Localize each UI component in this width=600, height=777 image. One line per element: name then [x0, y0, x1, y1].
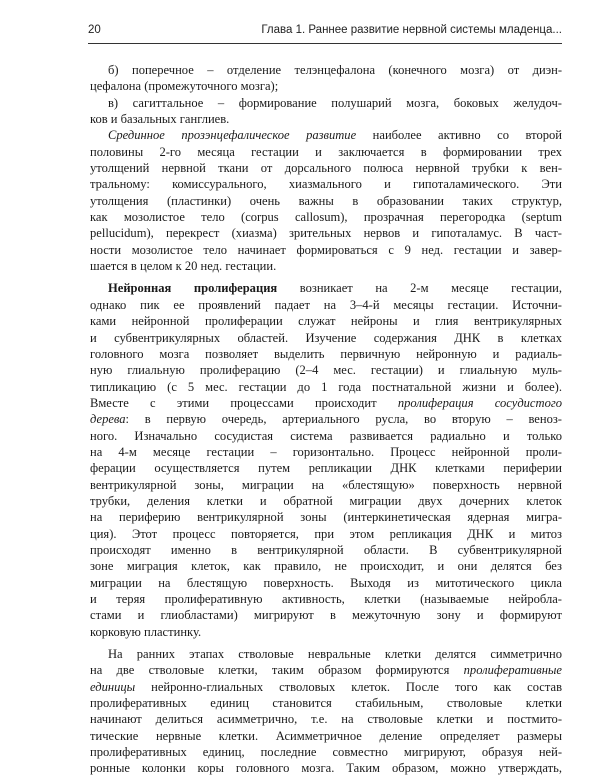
line-text: зоне миграция клеток, как правило, не происходит, и они делятся без	[90, 559, 562, 574]
text-line	[90, 607, 562, 623]
text-line	[90, 460, 562, 476]
italic-term: единицы	[90, 679, 136, 694]
line-text: головного мозга позволяет выделить первичную нейронную и радиаль-	[90, 346, 562, 361]
text-line	[90, 526, 562, 542]
line-text: в) сагиттальное – формирование полушарий мозга, боковых желудоч-	[108, 95, 562, 110]
line-text: происходят именно в вентрикулярной области. В субвентрикулярной	[90, 542, 562, 557]
bold-term: Нейронная пролиферация	[108, 281, 278, 296]
line-text: трубки, деления клетки и обратной миграции двух дочерних клеток	[90, 493, 562, 508]
header-rule	[88, 43, 562, 44]
text-line	[90, 493, 562, 509]
page-number: 20	[88, 24, 101, 36]
line-text: Вместе с этими процессами происходит	[90, 395, 398, 410]
text-line	[90, 395, 562, 411]
text-line	[90, 78, 562, 94]
text-line	[90, 662, 562, 678]
line-text: ферации осуществляется путем репликации ДНК клетками периферии	[90, 461, 562, 476]
italic-term: Срединное прозэнцефалическое развитие	[108, 128, 357, 143]
line-text: на периферию вентрикулярной зоны (интеркинетическая ядерная мигра-	[90, 510, 562, 525]
line-text: как мозолистое тело (corpus callosum), прозрачная перегородка (septum	[90, 210, 562, 225]
line-text: на 4-м месяце гестации – горизонтально. Процесс нейронной проли-	[90, 444, 562, 459]
text-line	[90, 111, 562, 127]
text-line	[90, 695, 562, 711]
text-line	[90, 711, 562, 727]
line-text: половины 2-го месяца гестации и заключается в формировании трех	[90, 144, 562, 159]
text-line	[90, 760, 562, 776]
text-line	[90, 346, 562, 362]
line-text: пролиферативных единиц, последние совместно мигрируют, образуя ней-	[90, 745, 562, 760]
text-line	[90, 297, 562, 313]
text-line	[90, 728, 562, 744]
line-text: однако пик ее проявлений падает на 3–4-й месяцы гестации. Источни-	[90, 297, 562, 312]
text-line	[90, 744, 562, 760]
text-line	[90, 624, 562, 640]
text-line	[90, 591, 562, 607]
text-line	[90, 313, 562, 329]
line-text: и субвентрикулярных областей. Изучение содержания ДНК в клетках	[90, 330, 562, 345]
line-text: начинают делиться асимметрично, т.е. на стволовые клетки и постмито-	[90, 712, 562, 727]
line-text: на две стволовые клетки, таким образом формируются	[90, 663, 464, 678]
text-line	[90, 477, 562, 493]
line-text: цефалона (промежуточного мозга);	[90, 79, 279, 94]
line-text: вентрикулярной зоны, миграции на «блестящую» поверхность нервной	[90, 477, 562, 492]
line-text: типликацию (с 5 мес. гестации до 1 года постнатальной жизни и более).	[90, 379, 562, 394]
text-line	[90, 62, 562, 78]
line-text: наиболее активно со второй	[356, 128, 562, 143]
line-text: утолщения (пластинки) очень важны в образовании таких структур,	[90, 193, 562, 208]
line-text: стами и глиобластами) мигрируют в межуточную зону и формируют	[90, 608, 562, 623]
line-text: ную глиальную пролиферацию (2–4 мес. гестации) и глиальную муль-	[90, 363, 562, 378]
text-line	[90, 379, 562, 395]
text-line	[90, 209, 562, 225]
text-line	[90, 362, 562, 378]
text-line	[90, 160, 562, 176]
text-line	[90, 193, 562, 209]
line-text: pellucidum), перекрест (хиазма) зрительных нервов и гипоталамус. В част-	[90, 226, 562, 241]
line-text: и теряя пролиферативную активность, клетки (называемые нейробла-	[90, 592, 562, 606]
text-line	[90, 330, 562, 346]
italic-term: дерева	[90, 412, 126, 427]
text-line	[90, 176, 562, 192]
text-line	[90, 646, 562, 662]
text-line	[90, 509, 562, 525]
text-line	[90, 280, 562, 296]
line-text: На ранних этапах стволовые невральные клетки делятся симметрично	[108, 647, 562, 662]
line-text: пролиферативных единиц становится стабильным, стволовые клетки	[90, 696, 562, 711]
text-line	[90, 542, 562, 558]
page-header	[88, 22, 562, 42]
line-text: шается в целом к 20 нед. гестации.	[90, 259, 277, 274]
line-text: : в первую очередь, артериального русла, во вторую – веноз-	[125, 412, 562, 427]
line-text: возникает на 2-м месяце гестации,	[277, 281, 563, 296]
text-line	[90, 127, 562, 143]
line-text: ронные колонки коры головного мозга. Таким образом, можно утверждать,	[90, 761, 562, 776]
line-text: миграции на блестящую поверхность. Выходя из митотического цикла	[90, 575, 562, 590]
italic-term: пролиферация сосудистого	[397, 395, 563, 410]
line-text: тические нервные клетки. Асимметричное деление определяет размеры	[90, 728, 562, 743]
line-text: корковую пластинку.	[90, 624, 202, 639]
line-text: б) поперечное – отделение телэнцефалона (конечного мозга) от диэн-	[108, 63, 562, 77]
text-line	[90, 679, 562, 695]
line-text: ного. Изначально сосудистая система развивается радиально и только	[90, 428, 562, 443]
text-line	[90, 411, 562, 427]
text-line	[90, 575, 562, 591]
line-text: ков и базальных ганглиев.	[90, 112, 230, 127]
text-line	[90, 144, 562, 160]
text-line	[90, 444, 562, 460]
text-line	[90, 428, 562, 444]
text-line	[90, 258, 562, 274]
line-text: ности мозолистое тело начинает формироваться с 9 нед. гестации и завер-	[90, 242, 562, 257]
line-text: ками нейронной пролиферации служат нейроны и глия вентрикулярных	[90, 314, 562, 329]
text-line	[90, 242, 562, 258]
line-text: тральному: комиссурального, хиазмального и гипоталамического. Эти	[90, 177, 562, 192]
running-title: Глава 1. Раннее развитие нервной системы младенца...	[261, 24, 562, 36]
body-text	[90, 62, 562, 777]
line-text: утолщений нервной ткани от дорсального полюса нервной трубки к вен-	[90, 161, 562, 176]
italic-term: пролиферативные	[463, 663, 562, 678]
text-line	[90, 95, 562, 111]
line-text: ция). Этот процесс повторяется, при этом репликация ДНК и митоз	[90, 526, 562, 541]
text-line	[90, 558, 562, 574]
text-line	[90, 225, 562, 241]
line-text: нейронно-глиальных стволовых клеток. После того как состав	[135, 679, 562, 694]
